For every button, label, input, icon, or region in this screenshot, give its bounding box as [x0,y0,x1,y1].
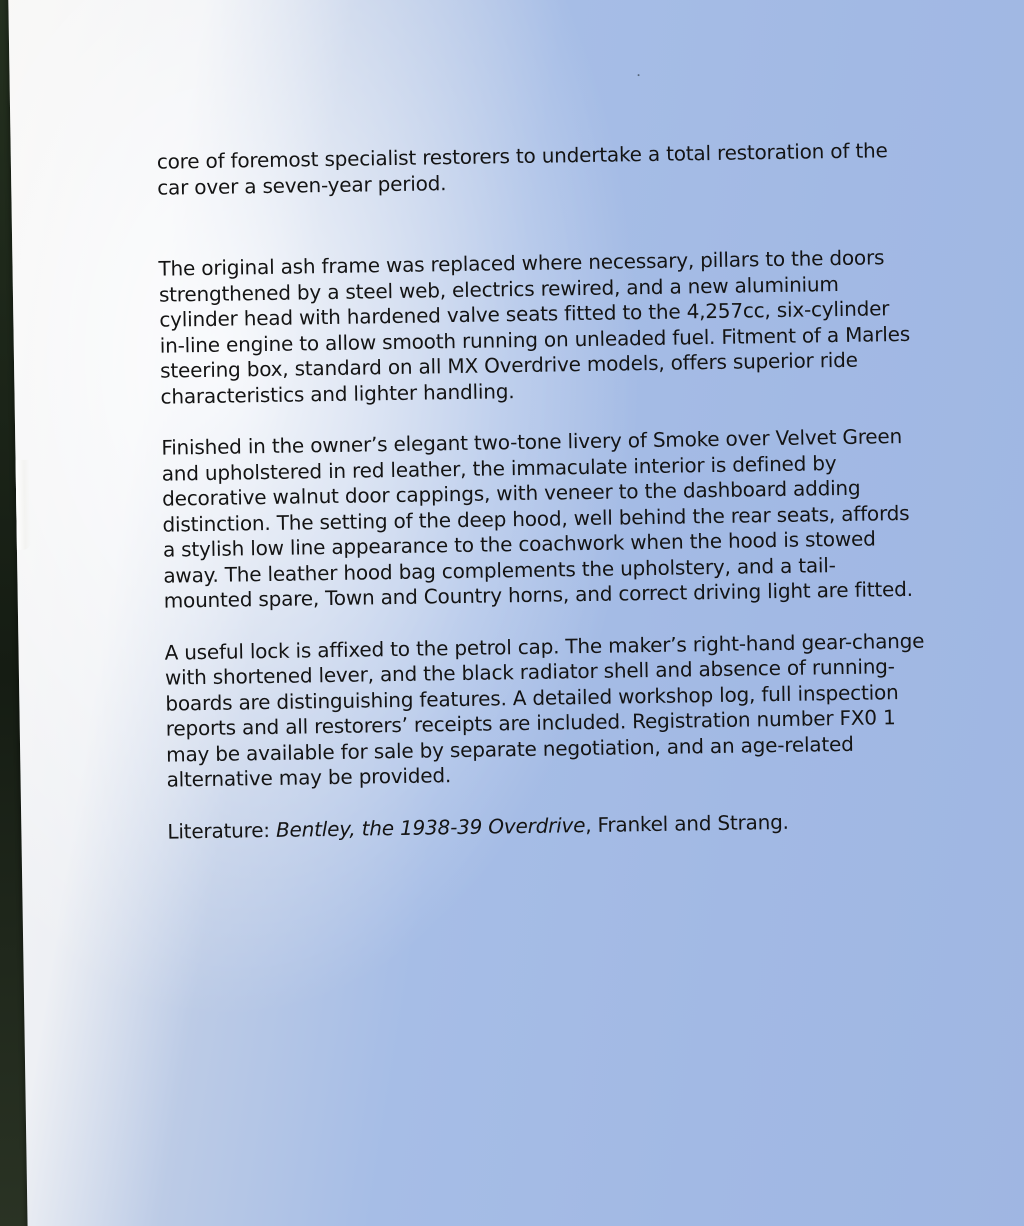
paragraph-4: A useful lock is affixed to the petrol cap. The maker’s right-hand gear-change with shortened lever, and the black radiator shell and absence of running-boards are distinguishing features. A detailed workshop log, full inspection reports and all restorers’ receipts are included. Registration number FX0 1 may be available for sale by separate negotiation, and an age-related alternative may be provided. [164,628,925,792]
page-torn-edge [16,460,31,550]
paragraph-3: Finished in the owner’s elegant two-tone livery of Smoke over Velvet Green and upholstered in red leather, the immaculate interior is defined by decorative walnut door cappings, with veneer to the dashboard adding distinction. The setting of the deep hood, well behind the rear seats, affords a stylish low line appearance to the coachwork when the hood is stowed away. The leather hood bag complements the upholstery, and a tail-mounted spare, Town and Country horns, and correct driving light are fitted. [161,424,913,613]
paragraph-2: The original ash frame was replaced where necessary, pillars to the doors strengthened by a steel web, electrics rewired, and a new aluminium cylinder head with hardened valve seats fitted to the 4,257cc, six-cylinder in-line engine to allow smooth running on unleaded fuel. Fitment of a Marles steering box, standard on all MX Overdrive models, offers superior ride characteristics and lighter handling. [158,245,911,409]
body-text [157,138,928,871]
document-page [8,0,1024,1226]
paper-speck [638,74,640,76]
literature-authors: , Frankel and Strang. [585,809,789,837]
literature-label: Literature: [167,817,277,844]
paragraph-1: core of foremost specialist restorers to undertake a total restoration of the car over a seven-year period. [156,138,888,200]
literature-title: Bentley, the 1938-39 Overdrive [275,812,586,842]
literature-reference [167,807,927,844]
